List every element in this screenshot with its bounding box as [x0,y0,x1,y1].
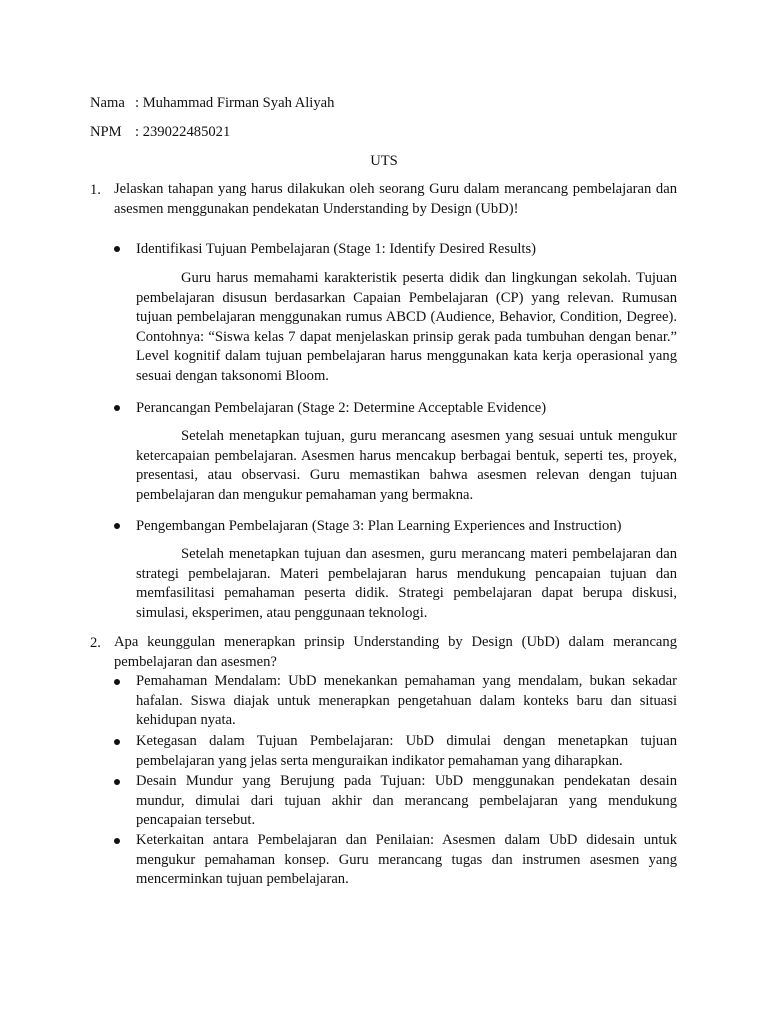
bullet-icon [114,679,120,685]
q2-item-3: Desain Mundur yang Berujung pada Tujuan: UbD menggunakan pendekatan desain mundur, dimulai dari tujuan akhir dan merancang pembelajaran yang mendukung pencapaian tersebut. [136,773,677,828]
q1-item-3-body: Setelah menetapkan tujuan dan asesmen, guru merancang materi pembelajaran dan strategi pembelajaran. Materi pembelajaran harus mendukung pencapaian tujuan dan memfasilitasi pemahaman peserta didik. Strategi pembelajaran dapat berupa diskusi, simulasi, eksperimen, atau penggunaan teknologi. [136,546,677,621]
bullet-icon [114,779,120,785]
npm-value: : 239022485021 [135,124,231,140]
npm-label: NPM [90,124,122,140]
bullet-icon [114,405,120,411]
name-label: Nama [90,95,125,111]
q1-item-2-heading: Perancangan Pembelajaran (Stage 2: Determine Acceptable Evidence) [136,400,547,416]
q2-item-4: Keterkaitan antara Pembelajaran dan Penilaian: Asesmen dalam UbD didesain untuk mengukur pemahaman konsep. Guru merancang tugas dan instrumen asesmen yang mencerminkan tujuan pembelajaran. [136,832,677,887]
q2-item-1: Pemahaman Mendalam: UbD menekankan pemahaman yang mendalam, bukan sekadar hafalan. Siswa diajak untuk menerapkan pengetahuan dalam konteks baru dan situasi kehidupan nyata. [136,673,677,728]
q1-item-2-body: Setelah menetapkan tujuan, guru merancang asesmen yang sesuai untuk mengukur ketercapaian pembelajaran. Asesmen harus mencakup berbagai bentuk, seperti tes, proyek, presentasi, atau observasi. Guru memastikan bahwa asesmen relevan dengan tujuan pembelajaran dan mengukur pemahaman yang bermakna. [136,428,677,503]
question-2-text: Apa keunggulan menerapkan prinsip Understanding by Design (UbD) dalam merancang pembelajaran dan asesmen? [114,634,677,670]
bullet-icon [114,838,120,844]
bullet-icon [114,523,120,529]
document-title: UTS [370,153,398,169]
name-value: : Muhammad Firman Syah Aliyah [135,95,335,111]
question-1-text: Jelaskan tahapan yang harus dilakukan oleh seorang Guru dalam merancang pembelajaran dan asesmen menggunakan pendekatan Understanding by Design (UbD)! [114,181,677,217]
question-1-number: 1. [90,182,101,198]
question-2-number: 2. [90,635,101,651]
q1-item-1-body: Guru harus memahami karakteristik peserta didik dan lingkungan sekolah. Tujuan pembelajaran disusun berdasarkan Capaian Pembelajaran (CP) yang relevan. Rumusan tujuan pembelajaran menggunakan rumus ABCD (Audience, Behavior, Condition, Degree). Contohnya: “Siswa kelas 7 dapat menjelaskan prinsip gerak pada tumbuhan dengan benar.” Level kognitif dalam tujuan pembelajaran harus menggunakan kata kerja operasional yang sesuai dengan taksonomi Bloom. [136,270,677,384]
bullet-icon [114,246,120,252]
q1-item-1-heading: Identifikasi Tujuan Pembelajaran (Stage 1: Identify Desired Results) [136,241,537,257]
q2-item-2: Ketegasan dalam Tujuan Pembelajaran: UbD dimulai dengan menetapkan tujuan pembelajaran yang jelas serta menguraikan indikator pemahaman yang diharapkan. [136,733,677,769]
q1-item-3-heading: Pengembangan Pembelajaran (Stage 3: Plan Learning Experiences and Instruction) [136,518,622,534]
bullet-icon [114,739,120,745]
